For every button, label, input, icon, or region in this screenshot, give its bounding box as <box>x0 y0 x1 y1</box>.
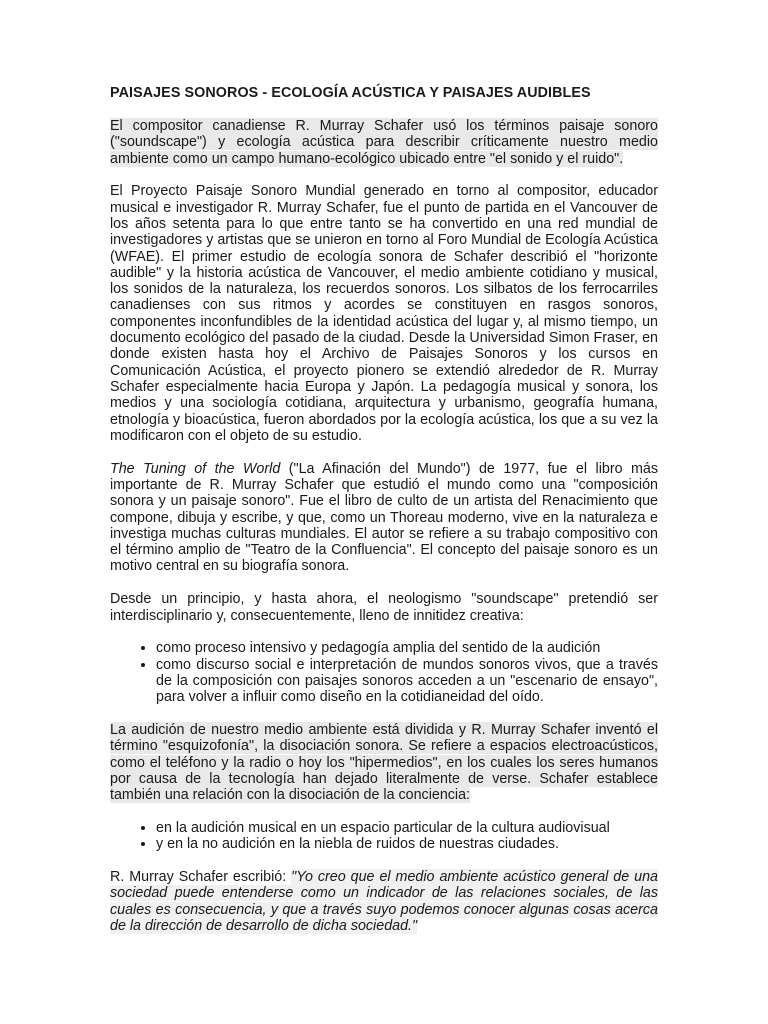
paragraph-tuning <box>110 461 658 575</box>
list-item: • y en la no audición en la niebla de ruidos de nuestras ciudades. <box>156 836 658 852</box>
book-title: The Tuning of the World <box>110 460 281 477</box>
list-item: • como discurso social e interpretación de mundos sonoros vivos, que a través de la composición con paisajes sonoros acceden a un "escenario de ensayo", para volver a influir como diseño en la cotidianeidad del oído. <box>156 657 658 706</box>
list-item: • como proceso intensivo y pedagogía amplia del sentido de la audición <box>156 640 658 656</box>
bullet-list-soundscape <box>110 640 658 705</box>
quote-lead: R. Murray Schafer escribió: <box>110 869 292 886</box>
paragraph-schizophonia-text: La audición de nuestro medio ambiente está dividida y R. Murray Schafer inventó el término "esquizofonía", la disociación sonora. Se refiere a espacios electroacústicos, como el teléfono y la radio o hoy los "hipermedios", en los cuales los seres humanos por causa de la tecnología han dejado literalmente de verse. Schafer establece también una relación con la disociación de la conciencia: <box>110 722 658 804</box>
paragraph-project: El Proyecto Paisaje Sonoro Mundial generado en torno al compositor, educador musical e investigador R. Murray Schafer, fue el punto de partida en el Vancouver de los años setenta para lo que entre tanto se ha convertido en una red mundial de investigadores y artistas que se unieron en torno al Foro Mundial de Ecología Acústica (WFAE). El primer estudio de ecología sonora de Schafer describió el "horizonte audible" y la historia acústica de Vancouver, el medio ambiente cotidiano y musical, los sonidos de la naturaleza, los recuerdos sonoros. Los silbatos de los ferrocarriles canadienses con sus ritmos y acordes se constituyen en rasgos sonoros, componentes inconfundibles de la identidad acústica del lugar y, al mismo tiempo, un documento ecológico del pasado de la ciudad. Desde la Universidad Simon Fraser, en donde existen hasta hoy el Archivo de Paisajes Sonoros y los cursos en Comunicación Acústica, el proyecto pionero se extendió alrededor de R. Murray Schafer especialmente hacia Europa y Japón. La pedagogía musical y sonora, los medios y una sociología cotidiana, arquitectura y urbanismo, geografía humana, etnología y bioacústica, fueron abordados por la ecología acústica, los que a su vez la modificaron con el objeto de su estudio. <box>110 183 658 444</box>
paragraph-intro <box>110 118 658 167</box>
bullet-list-dissociation <box>110 820 658 853</box>
document-title: PAISAJES SONOROS - ECOLOGÍA ACÚSTICA Y PAISAJES AUDIBLES <box>110 85 591 101</box>
paragraph-quote <box>110 869 658 934</box>
list-item: • en la audición musical en un espacio particular de la cultura audiovisual <box>156 820 658 836</box>
paragraph-schizophonia <box>110 722 658 803</box>
paragraph-tuning-text: ("La Afinación del Mundo") de 1977, fue el libro más importante de R. Murray Schafer que estudió el mundo como una "composición sonora y un paisaje sonoro". Fue el libro de culto de un artista del Renacimiento que compone, dibuja y escribe, y que, como un Thoreau moderno, vive en la naturaleza e investiga muchas culturas mundiales. El autor se refiere a su trabajo compositivo con el término amplio de "Teatro de la Confluencia". El concepto del paisaje sonoro es un motivo central en su biografía sonora. <box>110 460 659 575</box>
paragraph-neologism: Desde un principio, y hasta ahora, el neologismo "soundscape" pretendió ser interdisciplinario y, consecuentemente, lleno de innitidez creativa: <box>110 591 658 624</box>
schafer-quote: "Yo creo que el medio ambiente acústico general de una sociedad puede entenderse como un indicador de las relaciones sociales, de las cuales es consecuencia, y que a través suyo podemos conocer algunas cosas acerca de la dirección de desarrollo de dicha sociedad." <box>110 869 658 934</box>
paragraph-intro-text: El compositor canadiense R. Murray Schafer usó los términos paisaje sonoro ("soundscape") y ecología acústica para describir críticamente nuestro medio ambiente como un campo humano-ecológico ubicado entre "el sonido y el ruido". <box>110 118 658 167</box>
